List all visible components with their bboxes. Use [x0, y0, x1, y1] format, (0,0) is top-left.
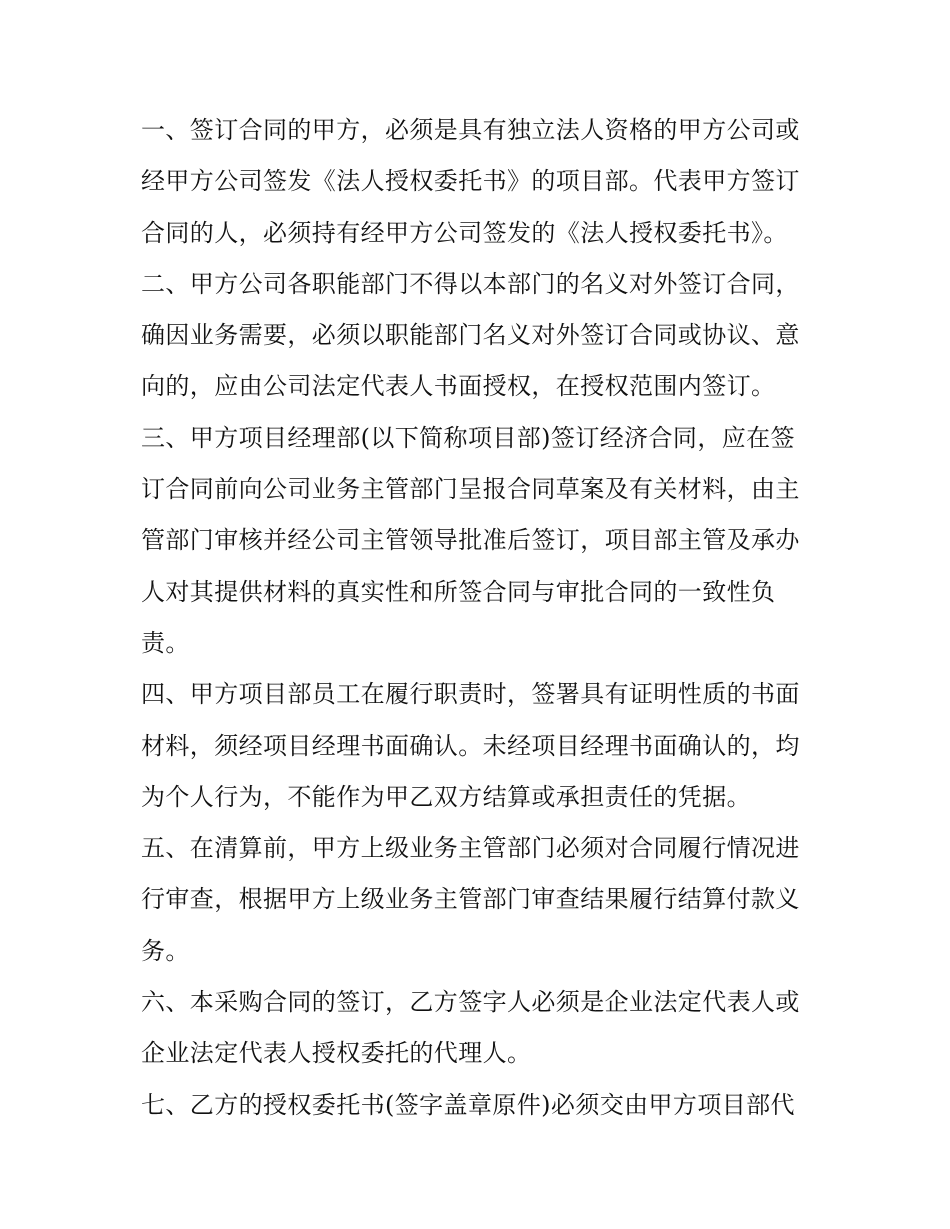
text-line: 经甲方公司签发《法人授权委托书》的项目部。代表甲方签订 — [141, 167, 800, 196]
text-line: 务。 — [141, 936, 190, 965]
text-line: 合同的人，必须持有经甲方公司签发的《法人授权委托书》。 — [141, 218, 788, 247]
text-line: 订合同前向公司业务主管部门呈报合同草案及有关材料，由主 — [141, 475, 800, 504]
text-line: 确因业务需要，必须以职能部门名义对外签订合同或协议、意 — [141, 321, 800, 350]
text-line: 材料，须经项目经理书面确认。未经项目经理书面确认的，均 — [141, 731, 800, 760]
text-line: 人对其提供材料的真实性和所签合同与审批合同的一致性负 — [141, 577, 776, 606]
text-line: 责。 — [141, 628, 190, 657]
text-line: 四、甲方项目部员工在履行职责时，签署具有证明性质的书面 — [141, 680, 800, 709]
text-line: 七、乙方的授权委托书(签字盖章原件)必须交由甲方项目部代 — [141, 1090, 795, 1119]
text-line: 企业法定代表人授权委托的代理人。 — [141, 1039, 532, 1068]
text-line: 五、在清算前，甲方上级业务主管部门必须对合同履行情况进 — [141, 834, 800, 863]
text-line: 三、甲方项目经理部(以下简称项目部)签订经济合同，应在签 — [141, 423, 795, 452]
text-line: 二、甲方公司各职能部门不得以本部门的名义对外签订合同， — [141, 269, 800, 298]
text-line: 为个人行为，不能作为甲乙双方结算或承担责任的凭据。 — [141, 782, 751, 811]
text-line: 管部门审核并经公司主管领导批准后签订，项目部主管及承办 — [141, 526, 800, 555]
text-line: 行审查，根据甲方上级业务主管部门审查结果履行结算付款义 — [141, 885, 800, 914]
text-line: 一、签订合同的甲方，必须是具有独立法人资格的甲方公司或 — [141, 116, 800, 144]
document-body — [141, 105, 816, 1131]
text-line: 六、本采购合同的签订，乙方签字人必须是企业法定代表人或 — [141, 988, 800, 1017]
text-line: 向的，应由公司法定代表人书面授权，在授权范围内签订。 — [141, 372, 776, 401]
